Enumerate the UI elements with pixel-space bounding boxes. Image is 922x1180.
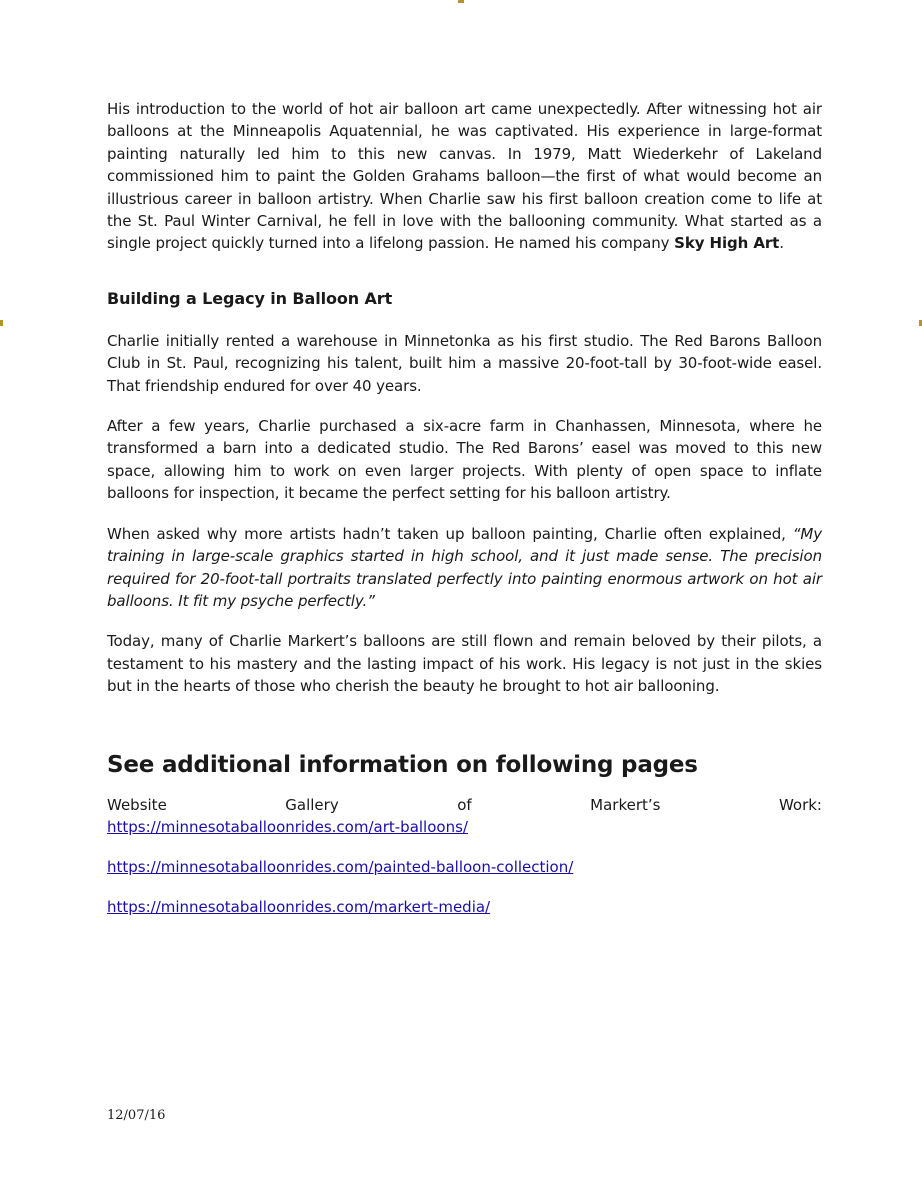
link-markert-media[interactable]: https://minnesotaballoonrides.com/markert-media/ [107, 897, 491, 916]
paragraph-quote [107, 523, 822, 613]
gallery-label-word: Work: [778, 795, 822, 814]
paragraph-introduction-end: . [779, 234, 784, 253]
paragraph-legacy: Today, many of Charlie Markert’s balloons are still flown and remain beloved by their pilots, a testament to his mastery and the lasting impact of his work. His legacy is not just in the skies but in the hearts of those who cherish the beauty he brought to hot air ballooning. [107, 632, 822, 696]
link-painted-balloon-collection[interactable]: https://minnesotaballoonrides.com/painted-balloon-collection/ [107, 857, 574, 876]
paragraph-introduction [107, 98, 822, 255]
gallery-label-word: of [457, 795, 472, 814]
crop-mark-left [0, 320, 3, 326]
crop-mark-top [458, 0, 464, 3]
company-name: Sky High Art [674, 234, 780, 253]
document-date: 12/07/16 [107, 1108, 166, 1123]
paragraph-warehouse: Charlie initially rented a warehouse in Minnetonka as his first studio. The Red Barons Balloon Club in St. Paul, recognizing his talent, built him a massive 20-foot-tall by 30-foot-wide easel. That friendship endured for over 40 years. [107, 331, 822, 395]
document-body [107, 98, 822, 918]
paragraph-quote-lead: When asked why more artists hadn’t taken up balloon painting, Charlie often explained, [107, 524, 793, 543]
additional-info-heading: See additional information on following pages [107, 751, 698, 778]
gallery-label [107, 794, 822, 816]
section-heading: Building a Legacy in Balloon Art [107, 288, 393, 308]
paragraph-introduction-text: His introduction to the world of hot air balloon art came unexpectedly. After witnessing hot air balloons at the Minneapolis Aquatennial, he was captivated. His experience in large-format painting naturally led him to this new canvas. In 1979, Matt Wiederkehr of Lakeland commissioned him to paint the Golden Grahams balloon—the first of what would become an illustrious career in balloon artistry. When Charlie saw his first balloon creation come to life at the St. Paul Winter Carnival, he fell in love with the ballooning community. What started as a single project quickly turned into a lifelong passion. He named his company [107, 100, 822, 253]
gallery-label-word: Markert’s [590, 795, 661, 814]
gallery-label-word: Website [107, 795, 167, 814]
paragraph-farm: After a few years, Charlie purchased a six-acre farm in Chanhassen, Minnesota, where he transformed a barn into a dedicated studio. The Red Barons’ easel was moved to this new space, allowing him to work on even larger projects. With plenty of open space to inflate balloons for inspection, it became the perfect setting for his balloon artistry. [107, 417, 822, 503]
charlie-quote: “My training in large-scale graphics started in high school, and it just made sense. The precision required for 20-foot-tall portraits translated perfectly into painting enormous artwork on hot air balloons. It fit my psyche perfectly.” [107, 524, 822, 610]
link-art-balloons[interactable]: https://minnesotaballoonrides.com/art-balloons/ [107, 817, 468, 836]
gallery-label-word: Gallery [285, 795, 339, 814]
